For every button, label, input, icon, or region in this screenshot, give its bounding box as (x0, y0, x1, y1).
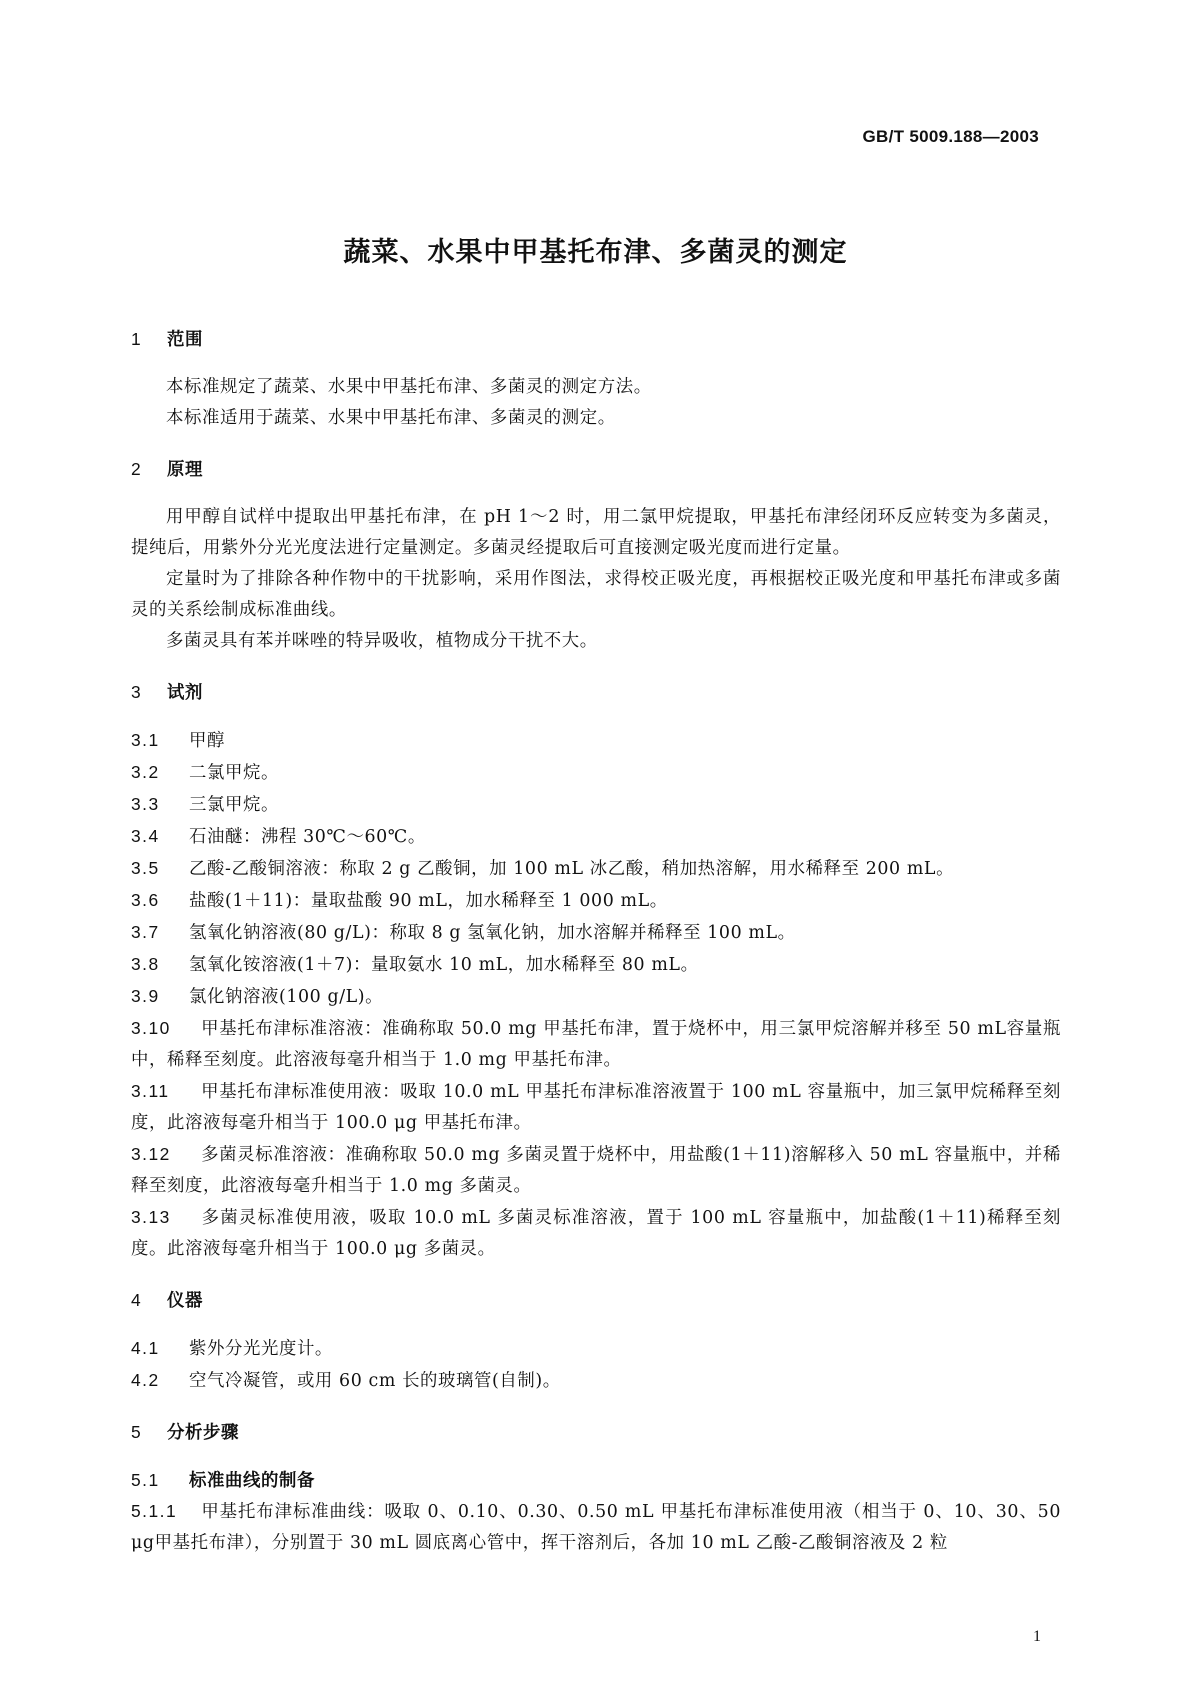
item-text: 乙酸-乙酸铜溶液：称取 2 g 乙酸铜，加 100 mL 冰乙酸，稍加热溶解，用水稀释至 200 mL。 (189, 859, 955, 879)
item-text: 石油醚：沸程 30℃～60℃。 (189, 827, 426, 847)
page-number: 1 (1033, 1628, 1041, 1645)
item-number: 3.8 (131, 954, 160, 974)
section-number: 3 (131, 682, 142, 702)
item-number: 3.10 (131, 1018, 171, 1038)
section-heading-principle (131, 454, 1061, 484)
item-number: 3.2 (131, 762, 160, 782)
list-item (131, 1333, 1061, 1365)
section-heading-scope (131, 324, 1061, 354)
list-item (131, 981, 1061, 1013)
section-number: 2 (131, 459, 142, 479)
item-text: 甲基托布津标准使用液：吸取 10.0 mL 甲基托布津标准溶液置于 100 mL 容量瓶中，加三氯甲烷稀释至刻度，此溶液每毫升相当于 100.0 μg 甲基托布津。 (131, 1082, 1061, 1133)
document-body (131, 324, 1061, 1559)
list-item (131, 1139, 1061, 1202)
list-item (131, 789, 1061, 821)
paragraph: 本标准规定了蔬菜、水果中甲基托布津、多菌灵的测定方法。 (166, 377, 652, 397)
list-item (131, 949, 1061, 981)
item-number: 3.7 (131, 922, 160, 942)
list-item (131, 757, 1061, 789)
item-number: 3.3 (131, 794, 160, 814)
list-item (131, 1076, 1061, 1139)
item-text: 甲醇 (189, 731, 225, 751)
list-item (131, 1202, 1061, 1265)
paragraph: 定量时为了排除各种作物中的干扰影响，采用作图法，求得校正吸光度，再根据校正吸光度和甲基托布津或多菌灵的关系绘制成标准曲线。 (131, 569, 1061, 620)
item-text: 盐酸(1＋11)：量取盐酸 90 mL，加水稀释至 1 000 mL。 (189, 891, 668, 911)
list-item (131, 1496, 1061, 1559)
item-text: 氢氧化铵溶液(1＋7)：量取氨水 10 mL，加水稀释至 80 mL。 (189, 955, 699, 975)
list-item (131, 725, 1061, 757)
document-title: 蔬菜、水果中甲基托布津、多菌灵的测定 (343, 237, 848, 268)
item-text: 紫外分光光度计。 (189, 1339, 333, 1359)
section-title: 原理 (167, 460, 203, 480)
list-item (131, 853, 1061, 885)
item-text: 甲基托布津标准曲线：吸取 0、0.10、0.30、0.50 mL 甲基托布津标准使用液（相当于 0、10、30、50 μg甲基托布津），分别置于 30 mL 圆底离心管中，挥干溶剂后，各加 10 mL 乙酸-乙酸铜溶液及 2 粒 (131, 1502, 1061, 1553)
item-text: 多菌灵标准使用液，吸取 10.0 mL 多菌灵标准溶液，置于 100 mL 容量瓶中，加盐酸(1＋11)稀释至刻度。此溶液每毫升相当于 100.0 μg 多菌灵。 (131, 1208, 1061, 1259)
item-number: 3.13 (131, 1207, 171, 1227)
item-number: 3.1 (131, 730, 160, 750)
section-heading-procedure (131, 1417, 1061, 1447)
item-text: 三氯甲烷。 (189, 795, 279, 815)
item-text: 二氯甲烷。 (189, 763, 279, 783)
item-number: 4.2 (131, 1370, 160, 1390)
paragraph: 用甲醇自试样中提取出甲基托布津，在 pH 1～2 时，用二氯甲烷提取，甲基托布津经闭环反应转变为多菌灵，提纯后，用紫外分光光度法进行定量测定。多菌灵经提取后可直接测定吸光度而进行定量。 (131, 507, 1061, 558)
item-number: 3.6 (131, 890, 160, 910)
item-text: 氢氧化钠溶液(80 g/L)：称取 8 g 氢氧化钠，加水溶解并稀释至 100 mL。 (189, 923, 796, 943)
paragraph: 多菌灵具有苯并咪唑的特异吸收，植物成分干扰不大。 (166, 631, 598, 651)
item-text: 氯化钠溶液(100 g/L)。 (189, 987, 384, 1007)
section-title: 仪器 (167, 1291, 203, 1311)
item-number: 4.1 (131, 1338, 160, 1358)
list-item (131, 1013, 1061, 1076)
section-title: 分析步骤 (167, 1423, 239, 1443)
section-number: 1 (131, 329, 142, 349)
subsection-heading (131, 1465, 1061, 1496)
item-number: 3.12 (131, 1144, 171, 1164)
item-number: 3.9 (131, 986, 160, 1006)
section-heading-reagents (131, 677, 1061, 707)
list-item (131, 885, 1061, 917)
section-title: 范围 (167, 330, 203, 350)
item-text: 空气冷凝管，或用 60 cm 长的玻璃管(自制)。 (189, 1371, 561, 1391)
item-text: 甲基托布津标准溶液：准确称取 50.0 mg 甲基托布津，置于烧杯中，用三氯甲烷溶解并移至 50 mL容量瓶中，稀释至刻度。此溶液每毫升相当于 1.0 mg 甲基托布津。 (131, 1019, 1061, 1070)
item-number: 3.4 (131, 826, 160, 846)
paragraph: 本标准适用于蔬菜、水果中甲基托布津、多菌灵的测定。 (166, 408, 616, 428)
item-number: 3.5 (131, 858, 160, 878)
subsection-title: 标准曲线的制备 (189, 1471, 315, 1491)
item-number: 5.1.1 (131, 1501, 178, 1521)
section-heading-apparatus (131, 1285, 1061, 1315)
list-item (131, 1365, 1061, 1397)
list-item (131, 917, 1061, 949)
item-number: 3.11 (131, 1081, 170, 1101)
section-title: 试剂 (167, 683, 203, 703)
subsection-number: 5.1 (131, 1470, 160, 1490)
standard-code: GB/T 5009.188—2003 (862, 127, 1039, 146)
item-text: 多菌灵标准溶液：准确称取 50.0 mg 多菌灵置于烧杯中，用盐酸(1＋11)溶解移入 50 mL 容量瓶中，并稀释至刻度，此溶液每毫升相当于 1.0 mg 多菌灵。 (131, 1145, 1061, 1196)
list-item (131, 821, 1061, 853)
section-number: 4 (131, 1290, 142, 1310)
section-number: 5 (131, 1422, 142, 1442)
